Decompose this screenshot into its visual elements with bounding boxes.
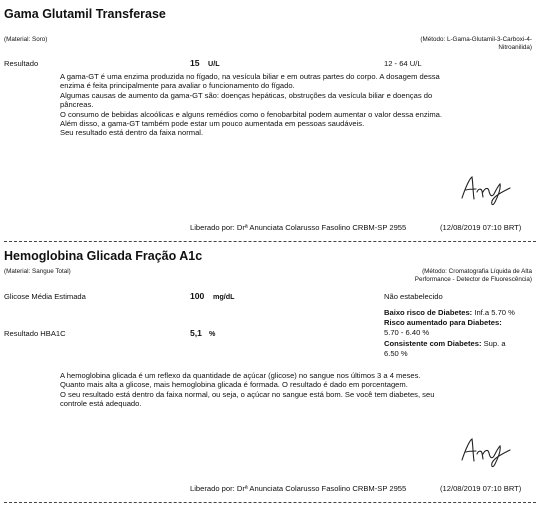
ref-high-value: Sup. a — [483, 339, 506, 348]
gama-gt-material: (Material: Soro) — [4, 36, 48, 43]
gama-gt-result-unit: U/L — [208, 59, 220, 68]
hba1c-paragraph: Quanto mais alta a glicose, mais hemoglobina glicada é formada. O resultado é dado em porcentagem. — [60, 380, 408, 390]
glucose-label: Glicose Média Estimada — [4, 292, 86, 301]
gama-gt-paragraph: enzima é feita principalmente para avaliar o funcionamento do fígado. — [60, 81, 295, 91]
gama-gt-paragraph: Além disso, a gama-GT também pode estar um pouco aumentada em pessoas saudáveis. — [60, 119, 365, 129]
hba1c-material: (Material: Sangue Total) — [4, 268, 71, 275]
hba1c-paragraph: controle está adequado. — [60, 399, 142, 409]
gama-gt-paragraph: Algumas causas de aumento da gama-GT são: doenças hepáticas, obstruções da vesícula biliar e doenças do — [60, 90, 433, 100]
gama-gt-released-at: (12/08/2019 07:10 BRT) — [440, 223, 522, 232]
hba1c-released-at: (12/08/2019 07:10 BRT) — [440, 484, 522, 493]
ref-high-value-2: 6.50 % — [384, 349, 408, 358]
glucose-unit: mg/dL — [213, 292, 235, 301]
glucose-value: 100 — [190, 291, 205, 301]
glucose-reference: Não estabelecido — [384, 292, 443, 301]
ref-mid-label: Risco aumentado para Diabetes: — [384, 318, 502, 327]
gama-gt-paragraph: Seu resultado está dentro da faixa normal. — [60, 128, 204, 138]
gama-gt-paragraph: A gama-GT é uma enzima produzida no fígado, na vesícula biliar e em outras partes do corpo. A dosagem dessa — [60, 72, 440, 81]
signature-icon — [458, 172, 514, 208]
gama-gt-released-by: Liberado por: Drª Anunciata Colarusso Fasolino CRBM-SP 2955 — [190, 223, 407, 232]
hba1c-label: Resultado HBA1C — [4, 329, 66, 338]
gama-gt-method-line2: Nitroanilida) — [498, 44, 532, 51]
ref-low-label: Baixo risco de Diabetes: — [384, 308, 473, 317]
gama-gt-result-value: 15 — [190, 58, 200, 68]
gama-gt-reference: 12 - 64 U/L — [384, 59, 422, 68]
ref-low-value: Inf.a 5.70 % — [474, 308, 515, 317]
hba1c-unit: % — [209, 329, 216, 338]
section-divider — [4, 502, 536, 503]
gama-gt-title: Gama Glutamil Transferase — [4, 7, 166, 21]
hba1c-method-line2: Performance - Detector de Fluorescência) — [414, 276, 532, 283]
gama-gt-paragraph: pâncreas. — [60, 100, 94, 110]
gama-gt-interpretation — [60, 72, 520, 138]
hba1c-released-by: Liberado por: Drª Anunciata Colarusso Fasolino CRBM-SP 2955 — [190, 484, 407, 493]
gama-gt-paragraph: O consumo de bebidas alcoólicas e alguns remédios como o fenobarbital podem aumentar o valor dessa enzima. — [60, 109, 443, 119]
signature-icon — [458, 434, 514, 470]
ref-mid-value: 5.70 - 6.40 % — [384, 328, 430, 337]
hba1c-paragraph: A hemoglobina glicada é um reflexo da quantidade de açúcar (glicose) no sangue nos últimos 3 a 4 meses. — [60, 371, 421, 380]
hba1c-interpretation — [60, 371, 520, 409]
hba1c-title: Hemoglobina Glicada Fração A1c — [4, 249, 203, 263]
ref-high-label: Consistente com Diabetes: — [384, 339, 482, 348]
gama-gt-result-label: Resultado — [4, 59, 39, 68]
hba1c-method-line1: (Método: Cromatografia Líquida de Alta — [422, 268, 532, 275]
hba1c-value: 5,1 — [190, 328, 202, 338]
ref-high — [384, 339, 506, 348]
section-divider — [4, 241, 536, 242]
ref-low — [384, 308, 515, 317]
hba1c-paragraph: O seu resultado está dentro da faixa normal, ou seja, o açúcar no sangue está bom. Se você tem diabetes, seu — [60, 389, 435, 399]
gama-gt-method-line1: (Método: L-Gama-Glutamil-3-Carboxi-4- — [420, 36, 532, 43]
